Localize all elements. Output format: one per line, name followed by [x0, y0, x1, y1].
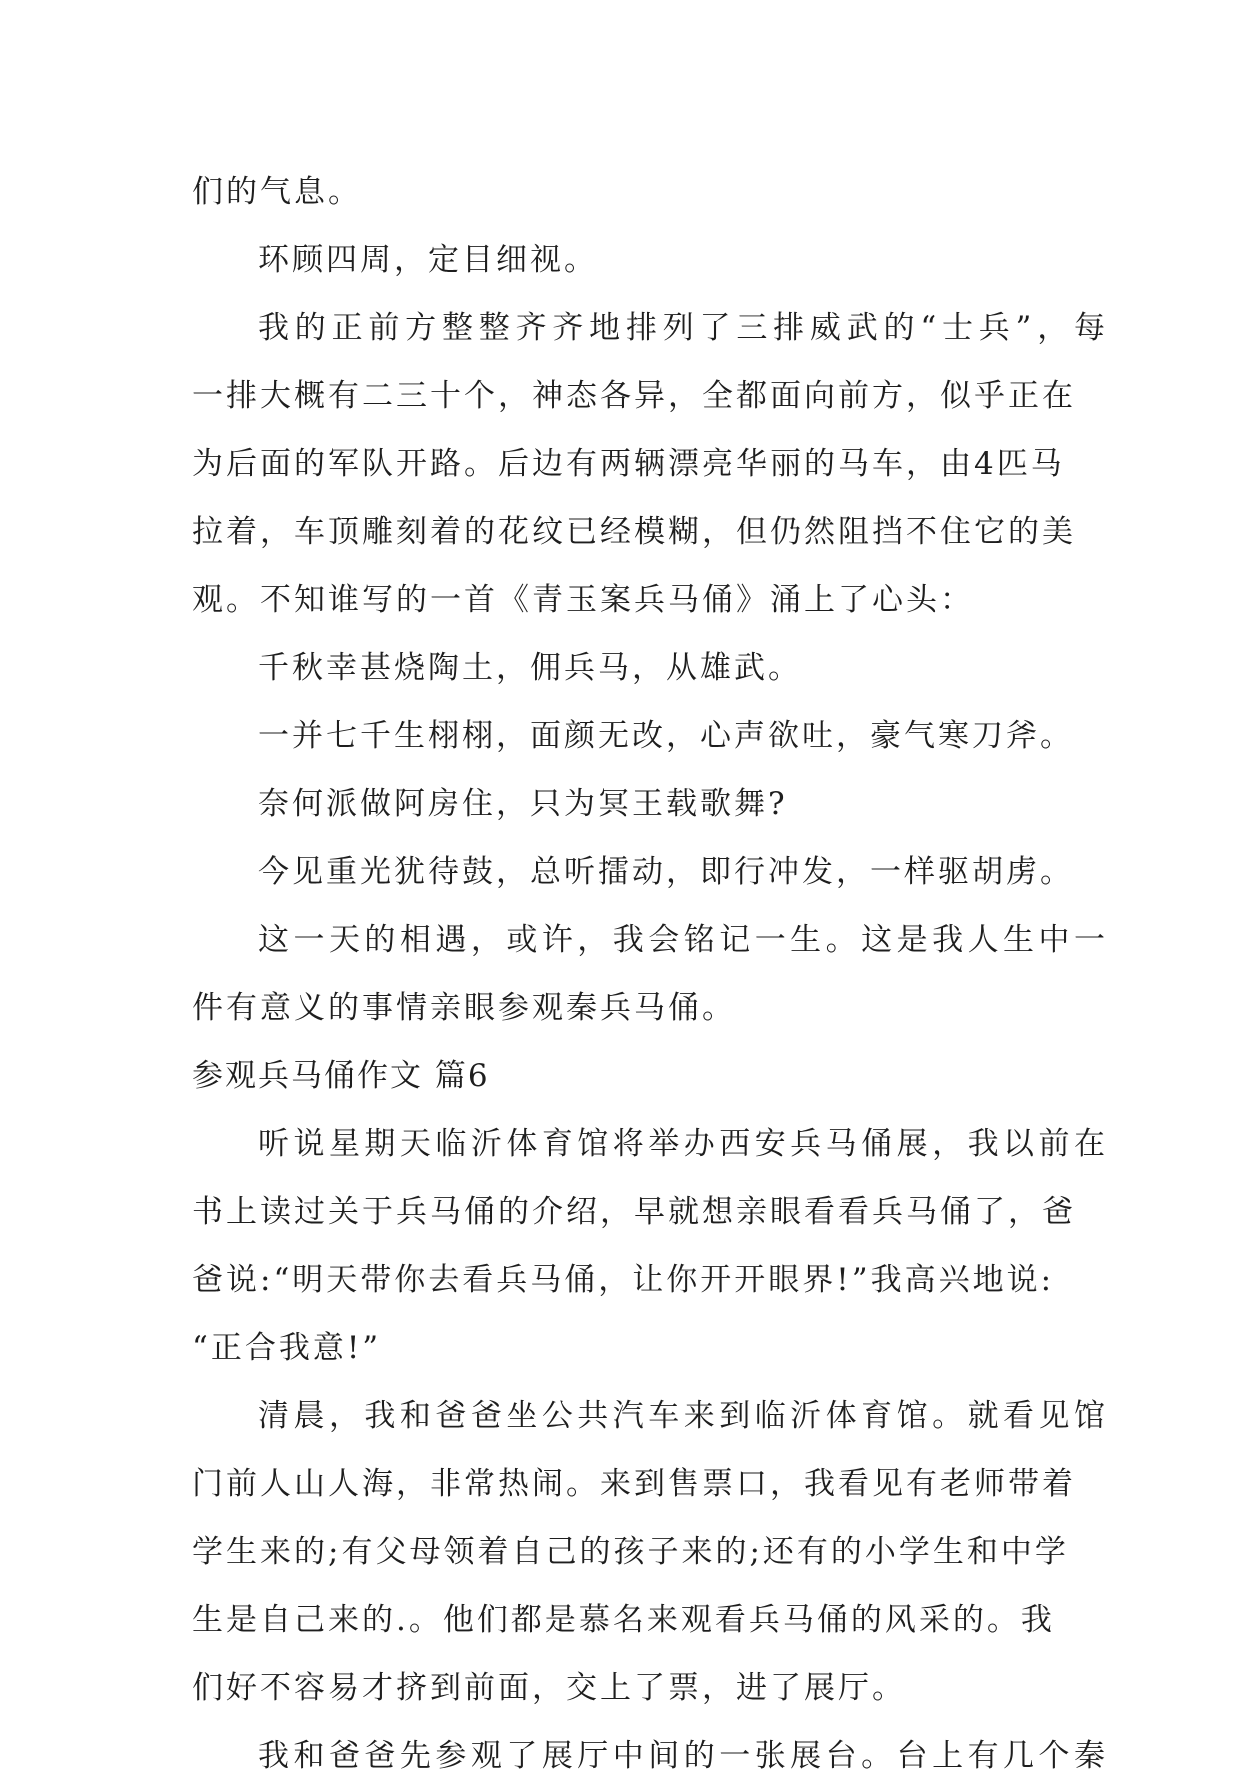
text-line: 门前人山人海，非常热闹。来到售票口，我看见有老师带着: [192, 1466, 1076, 1502]
text-line: 们的气息。: [192, 174, 362, 210]
article-body: [192, 158, 1108, 1790]
text-line: 拉着，车顶雕刻着的花纹已经模糊，但仍然阻挡不住它的美: [192, 514, 1076, 550]
poem-line: 一并七千生栩栩，面颜无改，心声欲吐，豪气寒刀斧。: [258, 718, 1074, 754]
text-line: 书上读过关于兵马俑的介绍，早就想亲眼看看兵马俑了，爸: [192, 1194, 1076, 1230]
poem-line: 千秋幸甚烧陶土，佣兵马，从雄武。: [258, 650, 802, 686]
text-line: 爸说:“明天带你去看兵马俑，让你开开眼界!”我高兴地说:: [192, 1262, 1055, 1298]
section-heading: 参观兵马俑作文 篇6: [192, 1058, 490, 1094]
text-line: “正合我意!”: [192, 1330, 382, 1366]
text-line: 件有意义的事情亲眼参观秦兵马俑。: [192, 990, 736, 1026]
poem-line: 今见重光犹待鼓，总听擂动，即行冲发，一样驱胡虏。: [258, 854, 1074, 890]
text-line: 听说星期天临沂体育馆将举办西安兵马俑展，我以前在: [258, 1126, 1108, 1162]
text-line: 一排大概有二三十个，神态各异，全都面向前方，似乎正在: [192, 378, 1076, 414]
text-line: 我的正前方整整齐齐地排列了三排威武的“士兵”，每: [258, 310, 1108, 346]
text-line: 为后面的军队开路。后边有两辆漂亮华丽的马车，由4匹马: [192, 446, 1065, 482]
text-line: 我和爸爸先参观了展厅中间的一张展台。台上有几个秦: [258, 1738, 1108, 1774]
text-line: 清晨，我和爸爸坐公共汽车来到临沂体育馆。就看见馆: [258, 1398, 1108, 1434]
text-line: 环顾四周，定目细视。: [258, 242, 598, 278]
text-line: 学生来的;有父母领着自己的孩子来的;还有的小学生和中学: [192, 1534, 1069, 1570]
text-line: 观。不知谁写的一首《青玉案兵马俑》涌上了心头：: [192, 582, 974, 618]
text-line: 们好不容易才挤到前面，交上了票，进了展厅。: [192, 1670, 906, 1706]
text-line: 生是自己来的.。他们都是慕名来观看兵马俑的风采的。我: [192, 1602, 1055, 1638]
text-line: 这一天的相遇，或许，我会铭记一生。这是我人生中一: [258, 922, 1108, 958]
poem-line: 奈何派做阿房住，只为冥王载歌舞?: [258, 786, 788, 822]
